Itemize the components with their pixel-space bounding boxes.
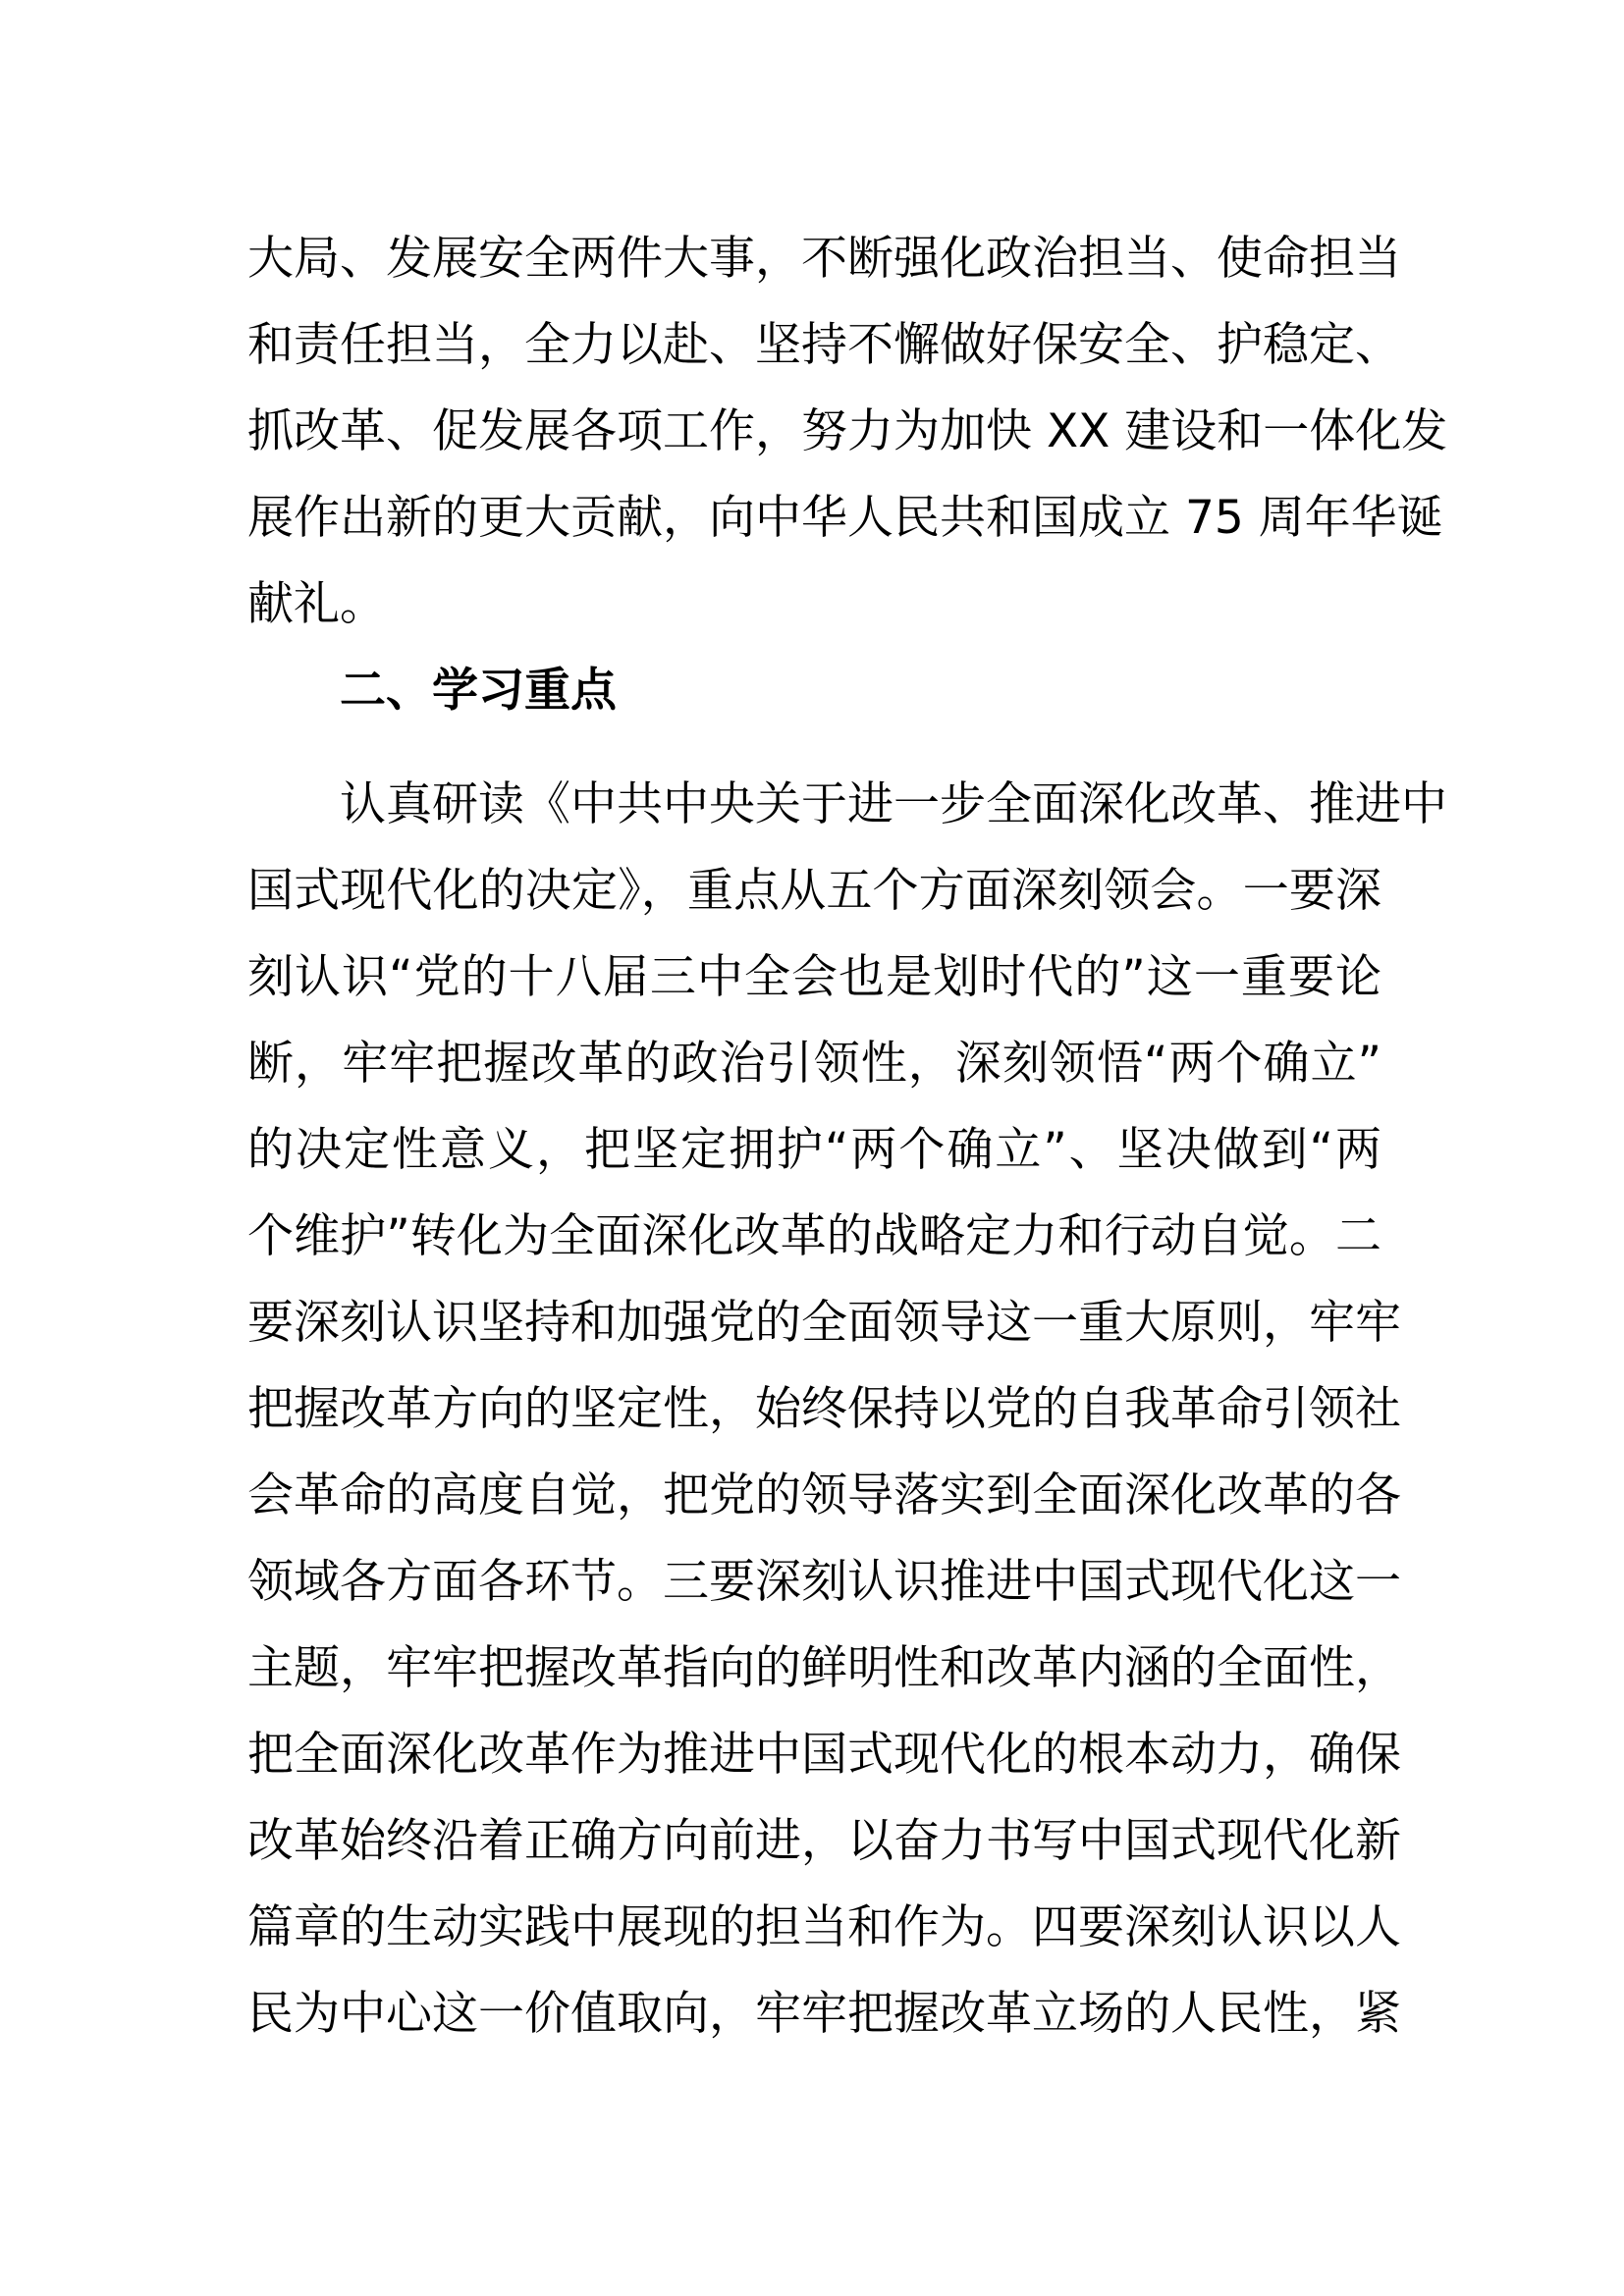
section-heading: 二、学习重点	[340, 664, 617, 718]
paragraph-line: 的决定性意义，把坚定拥护“两个确立”、坚决做到“两	[247, 1123, 1381, 1177]
paragraph-line: 民为中心这一价值取向，牢牢把握改革立场的人民性，紧	[247, 1987, 1401, 2041]
paragraph-line: 国式现代化的决定》，重点从五个方面深刻领会。一要深	[247, 864, 1381, 918]
study-paragraph	[247, 762, 1447, 2057]
section-heading-block	[247, 648, 1381, 734]
paragraph-line: 篇章的生动实践中展现的担当和作为。四要深刻认识以人	[247, 1900, 1401, 1954]
paragraph-line: 把全面深化改革作为推进中国式现代化的根本动力，确保	[247, 1728, 1401, 1782]
paragraph-line: 会革命的高度自觉，把党的领导落实到全面深化改革的各	[247, 1468, 1401, 1522]
paragraph-line: 把握改革方向的坚定性，始终保持以党的自我革命引领社	[247, 1382, 1401, 1436]
paragraph-line: 大局、发展安全两件大事，不断强化政治担当、使命担当	[247, 232, 1401, 286]
paragraph-line: 展作出新的更大贡献，向中华人民共和国成立 75 周年华诞	[247, 491, 1443, 545]
paragraph-line: 要深刻认识坚持和加强党的全面领导这一重大原则，牢牢	[247, 1296, 1401, 1350]
paragraph-line: 和责任担当，全力以赴、坚持不懈做好保安全、护稳定、	[247, 318, 1401, 372]
paragraph-line: 认真研读《中共中央关于进一步全面深化改革、推进中	[340, 777, 1447, 831]
paragraph-line: 刻认识“党的十八届三中全会也是划时代的”这一重要论	[247, 950, 1381, 1004]
paragraph-line: 改革始终沿着正确方向前进，以奋力书写中国式现代化新	[247, 1814, 1401, 1868]
paragraph-line: 领域各方面各环节。三要深刻认识推进中国式现代化这一	[247, 1555, 1401, 1609]
paragraph-line: 个维护”转化为全面深化改革的战略定力和行动自觉。二	[247, 1209, 1381, 1263]
paragraph-line: 主题，牢牢把握改革指向的鲜明性和改革内涵的全面性，	[247, 1641, 1401, 1695]
paragraph-line: 献礼。	[247, 577, 386, 631]
paragraph-line: 抓改革、促发展各项工作，努力为加快 XX 建设和一体化发	[247, 404, 1448, 458]
paragraph-line: 断，牢牢把握改革的政治引领性，深刻领悟“两个确立”	[247, 1037, 1381, 1091]
continuation-paragraph	[247, 216, 1448, 648]
